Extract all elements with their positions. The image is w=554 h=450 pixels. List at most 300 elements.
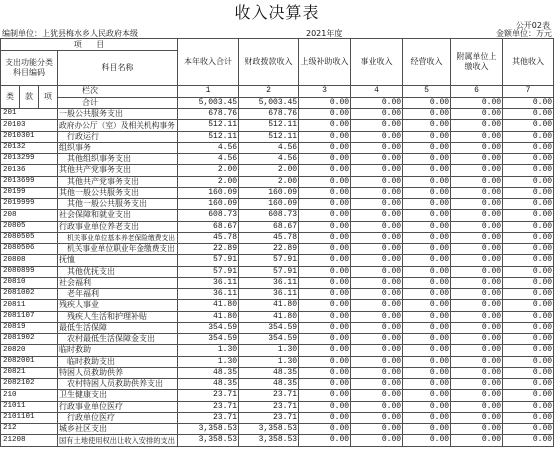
account-name: 老年福利 bbox=[58, 289, 178, 300]
amount-business-income: 0.00 bbox=[351, 165, 403, 176]
amount-fiscal-appropriation: 2.00 bbox=[239, 176, 299, 187]
amount-affiliated-remittance: 0.00 bbox=[451, 109, 503, 120]
column-index: 5 bbox=[403, 86, 451, 98]
amount-total-income: 3,358.53 bbox=[178, 435, 239, 446]
amount-affiliated-remittance: 0.00 bbox=[451, 311, 503, 322]
amount-total-income: 608.73 bbox=[178, 210, 239, 221]
header-item: 项 目 bbox=[1, 39, 178, 51]
amount-other-income: 0.00 bbox=[503, 334, 554, 345]
amount-operating-income: 0.00 bbox=[403, 356, 451, 367]
amount-superior-subsidy: 0.00 bbox=[299, 142, 351, 153]
amount-fiscal-appropriation: 160.09 bbox=[239, 199, 299, 210]
account-name: 国有土地使用权出让收入安排的支出 bbox=[58, 435, 178, 446]
amount-affiliated-remittance: 0.00 bbox=[451, 232, 503, 243]
account-name: 其他一般公共服务支出 bbox=[58, 187, 178, 198]
amount-superior-subsidy: 0.00 bbox=[299, 266, 351, 277]
amount-superior-subsidy: 0.00 bbox=[299, 311, 351, 322]
header-operating-income: 经营收入 bbox=[403, 39, 451, 86]
amount-fiscal-appropriation: 1.30 bbox=[239, 345, 299, 356]
amount-business-income: 0.00 bbox=[351, 187, 403, 198]
account-name: 其他共产党事务支出 bbox=[58, 176, 178, 187]
amount-fiscal-appropriation: 354.59 bbox=[239, 334, 299, 345]
amount-affiliated-remittance: 0.00 bbox=[451, 142, 503, 153]
amount-superior-subsidy: 0.00 bbox=[299, 390, 351, 401]
amount-total-income: 512.11 bbox=[178, 120, 239, 131]
amount-total-income: 23.71 bbox=[178, 401, 239, 412]
table-header bbox=[1, 39, 554, 109]
account-code: 20811 bbox=[1, 300, 58, 311]
account-code: 20199 bbox=[1, 187, 58, 198]
column-index: 4 bbox=[351, 86, 403, 98]
amount-business-income: 0.00 bbox=[351, 412, 403, 423]
account-name: 机关事业单位职业年金缴费支出 bbox=[58, 244, 178, 255]
account-code: 20821 bbox=[1, 367, 58, 378]
amount-affiliated-remittance: 0.00 bbox=[451, 255, 503, 266]
amount-affiliated-remittance: 0.00 bbox=[451, 266, 503, 277]
amount-affiliated-remittance: 0.00 bbox=[451, 401, 503, 412]
amount-business-income: 0.00 bbox=[351, 379, 403, 390]
amount-operating-income: 0.00 bbox=[403, 131, 451, 142]
amount-other-income: 0.00 bbox=[503, 379, 554, 390]
amount-total-income: 678.76 bbox=[178, 109, 239, 120]
table-row bbox=[1, 221, 554, 232]
amount-operating-income: 0.00 bbox=[403, 367, 451, 378]
amount-superior-subsidy: 0.00 bbox=[299, 401, 351, 412]
amount-business-income: 0.00 bbox=[351, 311, 403, 322]
account-name: 社会保障和就业支出 bbox=[58, 210, 178, 221]
amount-total-income: 512.11 bbox=[178, 131, 239, 142]
amount-other-income: 0.00 bbox=[503, 345, 554, 356]
amount-superior-subsidy: 0.00 bbox=[299, 435, 351, 446]
amount-total-income: 160.09 bbox=[178, 199, 239, 210]
account-code: 2013299 bbox=[1, 154, 58, 165]
amount-affiliated-remittance: 0.00 bbox=[451, 176, 503, 187]
table-row bbox=[1, 424, 554, 435]
table-row bbox=[1, 345, 554, 356]
table-row bbox=[1, 142, 554, 153]
amount-fiscal-appropriation: 4.56 bbox=[239, 142, 299, 153]
amount-fiscal-appropriation: 48.35 bbox=[239, 379, 299, 390]
account-code: 210 bbox=[1, 390, 58, 401]
amount-business-income: 0.00 bbox=[351, 120, 403, 131]
amount-other-income: 0.00 bbox=[503, 244, 554, 255]
amount-superior-subsidy: 0.00 bbox=[299, 379, 351, 390]
amount-affiliated-remittance: 0.00 bbox=[451, 210, 503, 221]
amount-other-income: 0.00 bbox=[503, 232, 554, 243]
table-row bbox=[1, 165, 554, 176]
table-row bbox=[1, 120, 554, 131]
amount-other-income: 0.00 bbox=[503, 322, 554, 333]
account-name: 行政事业单位养老支出 bbox=[58, 221, 178, 232]
amount-business-income: 0.00 bbox=[351, 334, 403, 345]
table-row bbox=[1, 199, 554, 210]
account-code: 20103 bbox=[1, 120, 58, 131]
amount-business-income: 0.00 bbox=[351, 401, 403, 412]
amount-operating-income: 0.00 bbox=[403, 277, 451, 288]
page-title: 收入决算表 bbox=[234, 3, 320, 22]
table-row bbox=[1, 232, 554, 243]
totals-operating-income: 0.00 bbox=[403, 97, 451, 109]
header-fiscal-appropriation: 财政拨款收入 bbox=[239, 39, 299, 86]
amount-fiscal-appropriation: 68.67 bbox=[239, 221, 299, 232]
account-name: 特困人员救助供养 bbox=[58, 367, 178, 378]
account-name: 社会福利 bbox=[58, 277, 178, 288]
totals-business-income: 0.00 bbox=[351, 97, 403, 109]
amount-affiliated-remittance: 0.00 bbox=[451, 221, 503, 232]
account-name: 临时救助支出 bbox=[58, 356, 178, 367]
account-code: 20805 bbox=[1, 221, 58, 232]
amount-total-income: 354.59 bbox=[178, 334, 239, 345]
amount-operating-income: 0.00 bbox=[403, 401, 451, 412]
amount-superior-subsidy: 0.00 bbox=[299, 412, 351, 423]
header-account-name: 科目名称 bbox=[58, 51, 178, 86]
account-code: 2081107 bbox=[1, 311, 58, 322]
header-affiliated-remittance: 附属单位上缴收入 bbox=[451, 39, 503, 86]
amount-fiscal-appropriation: 3,358.53 bbox=[239, 435, 299, 446]
amount-fiscal-appropriation: 36.11 bbox=[239, 277, 299, 288]
amount-superior-subsidy: 0.00 bbox=[299, 131, 351, 142]
amount-fiscal-appropriation: 48.35 bbox=[239, 367, 299, 378]
amount-business-income: 0.00 bbox=[351, 277, 403, 288]
table-row bbox=[1, 412, 554, 423]
amount-other-income: 0.00 bbox=[503, 390, 554, 401]
account-code: 2081002 bbox=[1, 289, 58, 300]
amount-business-income: 0.00 bbox=[351, 232, 403, 243]
account-code: 2082102 bbox=[1, 379, 58, 390]
amount-affiliated-remittance: 0.00 bbox=[451, 390, 503, 401]
totals-label: 合计 bbox=[58, 97, 178, 109]
amount-fiscal-appropriation: 678.76 bbox=[239, 109, 299, 120]
account-name: 其他共产党事务支出 bbox=[58, 165, 178, 176]
table-row bbox=[1, 334, 554, 345]
amount-total-income: 48.35 bbox=[178, 379, 239, 390]
amount-operating-income: 0.00 bbox=[403, 412, 451, 423]
amount-affiliated-remittance: 0.00 bbox=[451, 120, 503, 131]
totals-total-income: 5,003.45 bbox=[178, 97, 239, 109]
amount-superior-subsidy: 0.00 bbox=[299, 244, 351, 255]
amount-total-income: 2.00 bbox=[178, 165, 239, 176]
table-row bbox=[1, 109, 554, 120]
table-row bbox=[1, 311, 554, 322]
amount-operating-income: 0.00 bbox=[403, 154, 451, 165]
amount-superior-subsidy: 0.00 bbox=[299, 322, 351, 333]
amount-fiscal-appropriation: 22.89 bbox=[239, 244, 299, 255]
amount-total-income: 22.89 bbox=[178, 244, 239, 255]
amount-operating-income: 0.00 bbox=[403, 221, 451, 232]
account-name: 残疾人事业 bbox=[58, 300, 178, 311]
amount-operating-income: 0.00 bbox=[403, 379, 451, 390]
account-name: 机关事业单位基本养老保险缴费支出 bbox=[58, 232, 178, 243]
amount-affiliated-remittance: 0.00 bbox=[451, 300, 503, 311]
amount-operating-income: 0.00 bbox=[403, 345, 451, 356]
fiscal-year: 2021年度 bbox=[306, 29, 343, 38]
account-code: 2080506 bbox=[1, 244, 58, 255]
amount-other-income: 0.00 bbox=[503, 277, 554, 288]
amount-affiliated-remittance: 0.00 bbox=[451, 435, 503, 446]
amount-unit: 金额单位：万元 bbox=[496, 29, 552, 38]
form-number: 公开02表 bbox=[515, 21, 550, 30]
table-row bbox=[1, 176, 554, 187]
amount-superior-subsidy: 0.00 bbox=[299, 367, 351, 378]
amount-fiscal-appropriation: 608.73 bbox=[239, 210, 299, 221]
amount-fiscal-appropriation: 512.11 bbox=[239, 131, 299, 142]
amount-business-income: 0.00 bbox=[351, 131, 403, 142]
amount-superior-subsidy: 0.00 bbox=[299, 424, 351, 435]
amount-operating-income: 0.00 bbox=[403, 210, 451, 221]
amount-superior-subsidy: 0.00 bbox=[299, 199, 351, 210]
amount-superior-subsidy: 0.00 bbox=[299, 165, 351, 176]
header-business-income: 事业收入 bbox=[351, 39, 403, 86]
amount-total-income: 36.11 bbox=[178, 277, 239, 288]
amount-superior-subsidy: 0.00 bbox=[299, 300, 351, 311]
amount-other-income: 0.00 bbox=[503, 435, 554, 446]
amount-total-income: 48.35 bbox=[178, 367, 239, 378]
account-code: 201 bbox=[1, 109, 58, 120]
totals-superior-subsidy: 0.00 bbox=[299, 97, 351, 109]
amount-business-income: 0.00 bbox=[351, 266, 403, 277]
amount-total-income: 45.78 bbox=[178, 232, 239, 243]
amount-total-income: 23.71 bbox=[178, 390, 239, 401]
amount-affiliated-remittance: 0.00 bbox=[451, 412, 503, 423]
amount-business-income: 0.00 bbox=[351, 221, 403, 232]
amount-operating-income: 0.00 bbox=[403, 289, 451, 300]
amount-other-income: 0.00 bbox=[503, 311, 554, 322]
account-code: 20810 bbox=[1, 277, 58, 288]
account-code: 212 bbox=[1, 424, 58, 435]
amount-operating-income: 0.00 bbox=[403, 424, 451, 435]
amount-other-income: 0.00 bbox=[503, 165, 554, 176]
amount-affiliated-remittance: 0.00 bbox=[451, 154, 503, 165]
amount-affiliated-remittance: 0.00 bbox=[451, 356, 503, 367]
compiling-unit: 编制单位：上犹县梅水乡人民政府本级 bbox=[2, 29, 138, 38]
amount-affiliated-remittance: 0.00 bbox=[451, 345, 503, 356]
amount-total-income: 1.30 bbox=[178, 356, 239, 367]
table-row bbox=[1, 154, 554, 165]
amount-operating-income: 0.00 bbox=[403, 311, 451, 322]
amount-fiscal-appropriation: 23.71 bbox=[239, 390, 299, 401]
account-code: 20820 bbox=[1, 345, 58, 356]
amount-total-income: 36.11 bbox=[178, 289, 239, 300]
amount-operating-income: 0.00 bbox=[403, 187, 451, 198]
amount-business-income: 0.00 bbox=[351, 142, 403, 153]
amount-total-income: 4.56 bbox=[178, 142, 239, 153]
account-code: 21011 bbox=[1, 401, 58, 412]
account-code: 20132 bbox=[1, 142, 58, 153]
amount-fiscal-appropriation: 354.59 bbox=[239, 322, 299, 333]
amount-other-income: 0.00 bbox=[503, 142, 554, 153]
amount-affiliated-remittance: 0.00 bbox=[451, 244, 503, 255]
amount-business-income: 0.00 bbox=[351, 300, 403, 311]
amount-total-income: 2.00 bbox=[178, 176, 239, 187]
amount-other-income: 0.00 bbox=[503, 300, 554, 311]
amount-other-income: 0.00 bbox=[503, 210, 554, 221]
amount-other-income: 0.00 bbox=[503, 199, 554, 210]
table-row bbox=[1, 300, 554, 311]
column-index: 3 bbox=[299, 86, 351, 98]
table-row bbox=[1, 356, 554, 367]
account-name: 行政运行 bbox=[58, 131, 178, 142]
table-row bbox=[1, 266, 554, 277]
table-row bbox=[1, 390, 554, 401]
amount-superior-subsidy: 0.00 bbox=[299, 187, 351, 198]
account-name: 其他组织事务支出 bbox=[58, 154, 178, 165]
account-name: 政府办公厅（室）及相关机构事务 bbox=[58, 120, 178, 131]
amount-operating-income: 0.00 bbox=[403, 142, 451, 153]
column-index-label: 栏次 bbox=[58, 86, 178, 98]
amount-affiliated-remittance: 0.00 bbox=[451, 277, 503, 288]
header-xiang: 项 bbox=[39, 86, 58, 109]
header-superior-subsidy: 上级补助收入 bbox=[299, 39, 351, 86]
column-index: 2 bbox=[239, 86, 299, 98]
amount-fiscal-appropriation: 57.91 bbox=[239, 266, 299, 277]
amount-fiscal-appropriation: 512.11 bbox=[239, 120, 299, 131]
table-row bbox=[1, 187, 554, 198]
account-name: 一般公共服务支出 bbox=[58, 109, 178, 120]
amount-other-income: 0.00 bbox=[503, 424, 554, 435]
account-name: 行政单位医疗 bbox=[58, 412, 178, 423]
amount-superior-subsidy: 0.00 bbox=[299, 210, 351, 221]
amount-fiscal-appropriation: 160.09 bbox=[239, 187, 299, 198]
amount-operating-income: 0.00 bbox=[403, 334, 451, 345]
amount-operating-income: 0.00 bbox=[403, 300, 451, 311]
amount-other-income: 0.00 bbox=[503, 154, 554, 165]
amount-operating-income: 0.00 bbox=[403, 266, 451, 277]
amount-fiscal-appropriation: 23.71 bbox=[239, 401, 299, 412]
amount-operating-income: 0.00 bbox=[403, 435, 451, 446]
amount-operating-income: 0.00 bbox=[403, 232, 451, 243]
table-row bbox=[1, 435, 554, 446]
account-code: 2080505 bbox=[1, 232, 58, 243]
amount-business-income: 0.00 bbox=[351, 154, 403, 165]
table-row bbox=[1, 401, 554, 412]
amount-affiliated-remittance: 0.00 bbox=[451, 187, 503, 198]
amount-total-income: 160.09 bbox=[178, 187, 239, 198]
amount-other-income: 0.00 bbox=[503, 401, 554, 412]
amount-other-income: 0.00 bbox=[503, 120, 554, 131]
amount-superior-subsidy: 0.00 bbox=[299, 255, 351, 266]
account-code: 2010301 bbox=[1, 131, 58, 142]
amount-superior-subsidy: 0.00 bbox=[299, 120, 351, 131]
account-code: 2013699 bbox=[1, 176, 58, 187]
amount-total-income: 4.56 bbox=[178, 154, 239, 165]
amount-business-income: 0.00 bbox=[351, 424, 403, 435]
amount-operating-income: 0.00 bbox=[403, 120, 451, 131]
amount-affiliated-remittance: 0.00 bbox=[451, 334, 503, 345]
amount-total-income: 3,358.53 bbox=[178, 424, 239, 435]
header-function-code: 支出功能分类科目编码 bbox=[1, 51, 58, 86]
amount-other-income: 0.00 bbox=[503, 367, 554, 378]
account-name: 城乡社区支出 bbox=[58, 424, 178, 435]
amount-total-income: 23.71 bbox=[178, 412, 239, 423]
amount-superior-subsidy: 0.00 bbox=[299, 109, 351, 120]
amount-operating-income: 0.00 bbox=[403, 165, 451, 176]
table-row bbox=[1, 289, 554, 300]
amount-business-income: 0.00 bbox=[351, 435, 403, 446]
account-name: 抚恤 bbox=[58, 255, 178, 266]
amount-fiscal-appropriation: 4.56 bbox=[239, 154, 299, 165]
account-code: 2082001 bbox=[1, 356, 58, 367]
amount-superior-subsidy: 0.00 bbox=[299, 289, 351, 300]
amount-total-income: 41.80 bbox=[178, 300, 239, 311]
amount-fiscal-appropriation: 41.80 bbox=[239, 300, 299, 311]
amount-operating-income: 0.00 bbox=[403, 390, 451, 401]
table-row bbox=[1, 277, 554, 288]
amount-fiscal-appropriation: 41.80 bbox=[239, 311, 299, 322]
amount-fiscal-appropriation: 3,358.53 bbox=[239, 424, 299, 435]
amount-affiliated-remittance: 0.00 bbox=[451, 367, 503, 378]
account-name: 农村最低生活保障金支出 bbox=[58, 334, 178, 345]
amount-fiscal-appropriation: 36.11 bbox=[239, 289, 299, 300]
amount-other-income: 0.00 bbox=[503, 289, 554, 300]
amount-other-income: 0.00 bbox=[503, 221, 554, 232]
amount-other-income: 0.00 bbox=[503, 176, 554, 187]
amount-fiscal-appropriation: 23.71 bbox=[239, 412, 299, 423]
amount-operating-income: 0.00 bbox=[403, 322, 451, 333]
amount-business-income: 0.00 bbox=[351, 109, 403, 120]
header-lei: 类 bbox=[1, 86, 20, 109]
amount-other-income: 0.00 bbox=[503, 255, 554, 266]
amount-total-income: 1.30 bbox=[178, 345, 239, 356]
amount-operating-income: 0.00 bbox=[403, 109, 451, 120]
amount-other-income: 0.00 bbox=[503, 187, 554, 198]
column-index: 1 bbox=[178, 86, 239, 98]
amount-total-income: 57.91 bbox=[178, 266, 239, 277]
account-code: 2019999 bbox=[1, 199, 58, 210]
account-name: 农村特困人员救助供养支出 bbox=[58, 379, 178, 390]
amount-business-income: 0.00 bbox=[351, 367, 403, 378]
amount-affiliated-remittance: 0.00 bbox=[451, 379, 503, 390]
account-code: 2080899 bbox=[1, 266, 58, 277]
amount-operating-income: 0.00 bbox=[403, 176, 451, 187]
account-name: 卫生健康支出 bbox=[58, 390, 178, 401]
amount-affiliated-remittance: 0.00 bbox=[451, 131, 503, 142]
header-other-income: 其他收入 bbox=[503, 39, 554, 86]
amount-operating-income: 0.00 bbox=[403, 244, 451, 255]
amount-business-income: 0.00 bbox=[351, 289, 403, 300]
account-code: 20819 bbox=[1, 322, 58, 333]
column-index: 6 bbox=[451, 86, 503, 98]
amount-fiscal-appropriation: 45.78 bbox=[239, 232, 299, 243]
account-name: 临时救助 bbox=[58, 345, 178, 356]
table-row bbox=[1, 131, 554, 142]
amount-total-income: 354.59 bbox=[178, 322, 239, 333]
account-name: 其他一般公共服务支出 bbox=[58, 199, 178, 210]
amount-other-income: 0.00 bbox=[503, 356, 554, 367]
table-row bbox=[1, 367, 554, 378]
amount-superior-subsidy: 0.00 bbox=[299, 277, 351, 288]
income-final-accounts-table bbox=[0, 38, 554, 447]
table-row bbox=[1, 210, 554, 221]
amount-business-income: 0.00 bbox=[351, 345, 403, 356]
table-row bbox=[1, 255, 554, 266]
table-row bbox=[1, 244, 554, 255]
amount-business-income: 0.00 bbox=[351, 176, 403, 187]
amount-superior-subsidy: 0.00 bbox=[299, 334, 351, 345]
totals-fiscal-appropriation: 5,003.45 bbox=[239, 97, 299, 109]
amount-business-income: 0.00 bbox=[351, 322, 403, 333]
account-code: 2101101 bbox=[1, 412, 58, 423]
account-name: 组织事务 bbox=[58, 142, 178, 153]
amount-total-income: 68.67 bbox=[178, 221, 239, 232]
amount-business-income: 0.00 bbox=[351, 255, 403, 266]
amount-other-income: 0.00 bbox=[503, 131, 554, 142]
amount-superior-subsidy: 0.00 bbox=[299, 176, 351, 187]
amount-business-income: 0.00 bbox=[351, 210, 403, 221]
amount-business-income: 0.00 bbox=[351, 356, 403, 367]
amount-other-income: 0.00 bbox=[503, 109, 554, 120]
amount-affiliated-remittance: 0.00 bbox=[451, 165, 503, 176]
amount-operating-income: 0.00 bbox=[403, 255, 451, 266]
